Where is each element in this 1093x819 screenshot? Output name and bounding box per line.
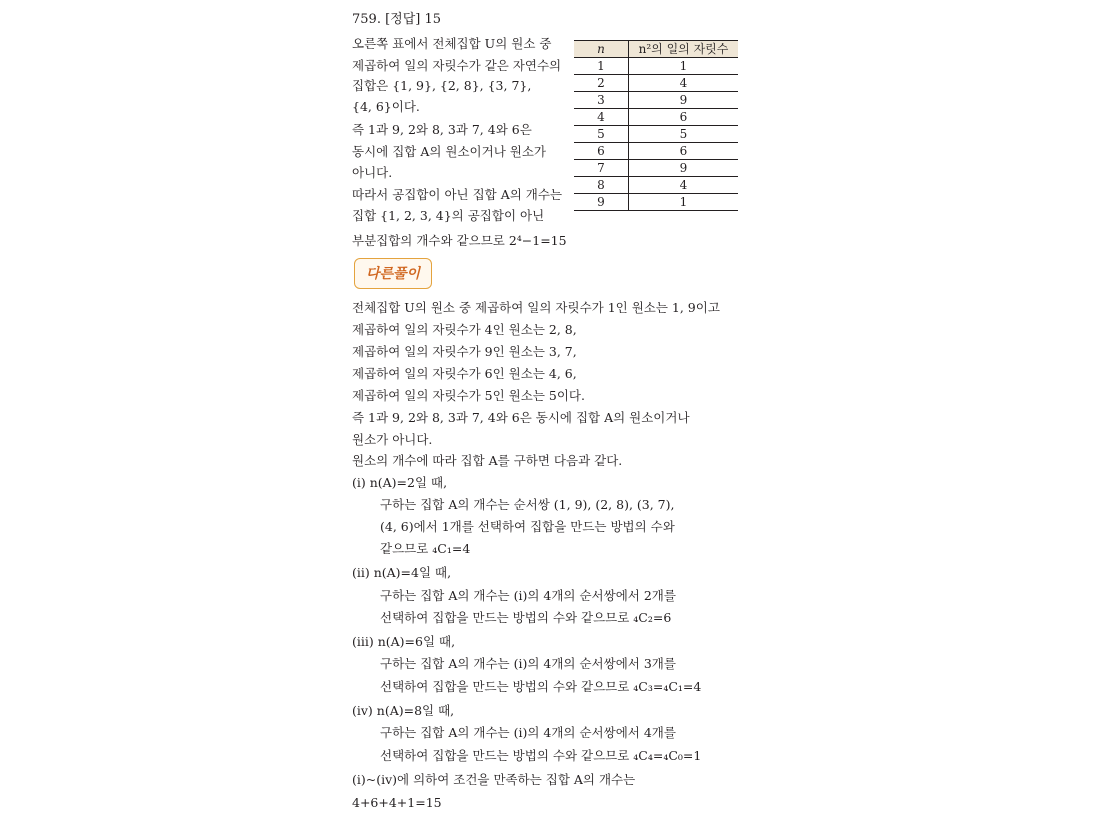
problem-line: 아니다. (352, 165, 393, 180)
solution-line: 제곱하여 일의 자릿수가 5인 원소는 5이다. (352, 388, 585, 403)
alternative-solution-badge: 다른풀이 (354, 258, 432, 289)
table-header-row (574, 41, 738, 58)
table-cell-n: 4 (574, 109, 629, 126)
table-cell-digit: 9 (629, 160, 739, 177)
table-cell-digit: 4 (629, 75, 739, 92)
table-cell-digit: 6 (629, 109, 739, 126)
table-cell-digit: 1 (629, 58, 739, 75)
solution-line: 전체집합 U의 원소 중 제곱하여 일의 자릿수가 1인 원소는 1, 9이고 (352, 300, 720, 315)
solution-line: 즉 1과 9, 2와 8, 3과 7, 4와 6은 동시에 집합 A의 원소이거나 (352, 410, 690, 425)
solution-line: 제곱하여 일의 자릿수가 6인 원소는 4, 6, (352, 366, 577, 381)
table-row (574, 177, 738, 194)
problem-line: 오른쪽 표에서 전체집합 U의 원소 중 (352, 36, 552, 51)
table-row (574, 109, 738, 126)
problem-line: 제곱하여 일의 자릿수가 같은 자연수의 (352, 58, 562, 73)
conclusion-line: (ⅰ)~(ⅳ)에 의하여 조건을 만족하는 집합 A의 개수는 (352, 772, 636, 787)
solution-line: 원소의 개수에 따라 집합 A를 구하면 다음과 같다. (352, 453, 623, 468)
table-cell-digit: 9 (629, 92, 739, 109)
table-cell-n: 9 (574, 194, 629, 211)
problem-line: 집합은 {1, 9}, {2, 8}, {3, 7}, (352, 78, 532, 93)
table-row (574, 75, 738, 92)
table-header-n: n (574, 41, 629, 58)
case-3-heading: (ⅲ) n(A)=6일 때, (352, 634, 456, 649)
problem-line: 집합 {1, 2, 3, 4}의 공집합이 아닌 (352, 208, 545, 223)
table-header-last-digit: n²의 일의 자릿수 (629, 41, 739, 58)
table-cell-n: 6 (574, 143, 629, 160)
problem-header: 759. [정답] 15 (352, 12, 442, 27)
case-2-result: 선택하여 집합을 만드는 방법의 수와 같으므로 ₄C₂=6 (380, 610, 672, 625)
table-cell-n: 2 (574, 75, 629, 92)
case-2-heading: (ⅱ) n(A)=4일 때, (352, 565, 452, 580)
table-cell-digit: 1 (629, 194, 739, 211)
case-1-line: (4, 6)에서 1개를 선택하여 집합을 만드는 방법의 수와 (380, 519, 675, 534)
table-row (574, 143, 738, 160)
case-1-line: 구하는 집합 A의 개수는 순서쌍 (1, 9), (2, 8), (3, 7), (380, 497, 675, 512)
table-row (574, 160, 738, 177)
table-row (574, 58, 738, 75)
table-row (574, 194, 738, 211)
case-2-line: 구하는 집합 A의 개수는 (ⅰ)의 4개의 순서쌍에서 2개를 (380, 588, 676, 603)
case-1-heading: (ⅰ) n(A)=2일 때, (352, 475, 448, 490)
case-4-result: 선택하여 집합을 만드는 방법의 수와 같으므로 ₄C₄=₄C₀=1 (380, 748, 702, 763)
case-4-heading: (ⅳ) n(A)=8일 때, (352, 703, 455, 718)
solution-line: 제곱하여 일의 자릿수가 4인 원소는 2, 8, (352, 322, 577, 337)
table-cell-digit: 6 (629, 143, 739, 160)
case-4-line: 구하는 집합 A의 개수는 (ⅰ)의 4개의 순서쌍에서 4개를 (380, 725, 676, 740)
case-3-line: 구하는 집합 A의 개수는 (ⅰ)의 4개의 순서쌍에서 3개를 (380, 656, 676, 671)
case-3-result: 선택하여 집합을 만드는 방법의 수와 같으므로 ₄C₃=₄C₁=4 (380, 679, 702, 694)
table-cell-digit: 4 (629, 177, 739, 194)
problem-line: {4, 6}이다. (352, 99, 420, 114)
problem-line: 부분집합의 개수와 같으므로 2⁴−1=15 (352, 233, 567, 248)
problem-line: 동시에 집합 A의 원소이거나 원소가 (352, 144, 546, 159)
table-cell-n: 8 (574, 177, 629, 194)
final-answer: 4+6+4+1=15 (352, 795, 442, 810)
table-row (574, 92, 738, 109)
solution-line: 제곱하여 일의 자릿수가 9인 원소는 3, 7, (352, 344, 577, 359)
table-cell-n: 1 (574, 58, 629, 75)
case-1-result: 같으므로 ₄C₁=4 (380, 541, 471, 556)
table-cell-n: 5 (574, 126, 629, 143)
problem-line: 즉 1과 9, 2와 8, 3과 7, 4와 6은 (352, 122, 532, 137)
table-cell-digit: 5 (629, 126, 739, 143)
table-cell-n: 7 (574, 160, 629, 177)
table-cell-n: 3 (574, 92, 629, 109)
last-digit-table (574, 40, 738, 211)
problem-line: 따라서 공집합이 아닌 집합 A의 개수는 (352, 187, 563, 202)
solution-line: 원소가 아니다. (352, 432, 433, 447)
table-row (574, 126, 738, 143)
